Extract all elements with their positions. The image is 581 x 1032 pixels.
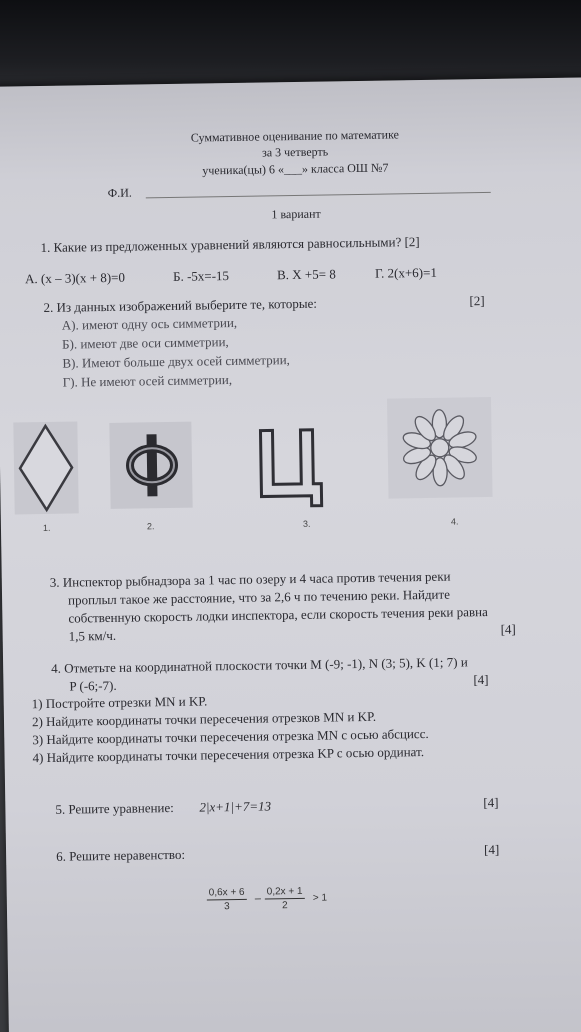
student-class-label: ученика(цы) 6 «___» класса ОШ №7 xyxy=(202,160,389,178)
letter-ef-icon xyxy=(109,422,192,509)
q1-option-a: А. (х – 3)(х + 8)=0 xyxy=(24,269,126,287)
q2-item-b: Б). имеют две оси симметрии, xyxy=(61,334,229,352)
question-3-line-2: проплыл такое же расстояние, что за 2,6 ч по течению реки. Найдите xyxy=(67,586,451,608)
question-4-score: [4] xyxy=(473,672,489,688)
figure-3-caption: 3. xyxy=(302,518,311,529)
letter-tse-icon xyxy=(254,424,327,511)
inequality-fraction-1 xyxy=(207,887,247,913)
inequality-rhs: > 1 xyxy=(312,892,328,904)
question-4-line-2: P (-6;-7). xyxy=(69,677,117,694)
flower-center xyxy=(431,439,449,457)
inequality-fraction-2 xyxy=(265,886,305,912)
q4-task-3: 3) Найдите координаты точки пересечения отрезка MN с осью абсцисс. xyxy=(32,725,429,748)
q2-item-a: А). имеют одну ось симметрии, xyxy=(61,314,238,333)
question-1-text: 1. Какие из предложенных уравнений являются равносильными? [2] xyxy=(40,234,420,256)
fraction-1-denominator: 3 xyxy=(223,901,230,913)
q1-option-c: В. Х +5= 8 xyxy=(276,266,336,283)
question-5-equation: 2|x+1|+7=13 xyxy=(199,798,272,815)
name-field-label: Ф.И. xyxy=(107,185,132,200)
name-field-line xyxy=(146,192,491,198)
question-3-line-4: 1,5 км/ч. xyxy=(68,627,117,644)
flower-icon xyxy=(387,397,493,499)
figure-4-caption: 4. xyxy=(450,516,459,527)
question-4-line-1: 4. Отметьте на координатной плоскости точки M (-9; -1), N (3; 5), K (1; 7) и xyxy=(51,654,468,676)
fraction-2-denominator: 2 xyxy=(281,900,288,912)
question-6-score: [4] xyxy=(483,841,500,858)
figure-2-caption: 2. xyxy=(146,521,155,532)
fraction-1-numerator: 0,6x + 6 xyxy=(207,887,247,901)
question-3-score: [4] xyxy=(500,621,516,637)
question-3-line-3: собственную скорость лодки инспектора, если скорость течения реки равна xyxy=(68,604,488,626)
quarter-label: за 3 четверть xyxy=(261,144,329,160)
figure-1-caption: 1. xyxy=(42,522,51,533)
rhombus-icon xyxy=(13,421,78,514)
question-3-line-1: 3. Инспектор рыбнадзора за 1 час по озеру и 4 часа против течения реки xyxy=(49,568,451,590)
inequality-minus: – xyxy=(254,892,262,905)
fraction-2-numerator: 0,2x + 1 xyxy=(265,886,305,900)
worksheet-page xyxy=(0,77,581,1032)
question-5-label: 5. Решите уравнение: xyxy=(55,799,174,817)
q2-item-d: Г). Не имеют осей симметрии, xyxy=(62,372,233,390)
q4-task-1: 1) Постройте отрезки MN и KP. xyxy=(31,693,208,712)
q4-task-4: 4) Найдите координаты точки пересечения отрезка KP с осью ординат. xyxy=(32,744,425,766)
variant-label: 1 вариант xyxy=(271,206,321,222)
q4-task-2: 2) Найдите координаты точки пересечения отрезков MN и KP. xyxy=(31,708,377,730)
q1-option-d: Г. 2(х+6)=1 xyxy=(374,264,437,281)
q1-option-b: Б. -5х=-15 xyxy=(172,268,230,284)
question-5-score: [4] xyxy=(483,794,499,811)
question-2-text: 2. Из данных изображений выберите те, которые: xyxy=(43,295,318,315)
document-title: Суммативное оценивание по математике xyxy=(190,127,399,145)
question-6-label: 6. Решите неравенство: xyxy=(56,846,186,864)
q2-item-c: В). Имеют больше двух осей симметрии, xyxy=(62,352,290,371)
question-2-score: [2] xyxy=(469,293,485,309)
